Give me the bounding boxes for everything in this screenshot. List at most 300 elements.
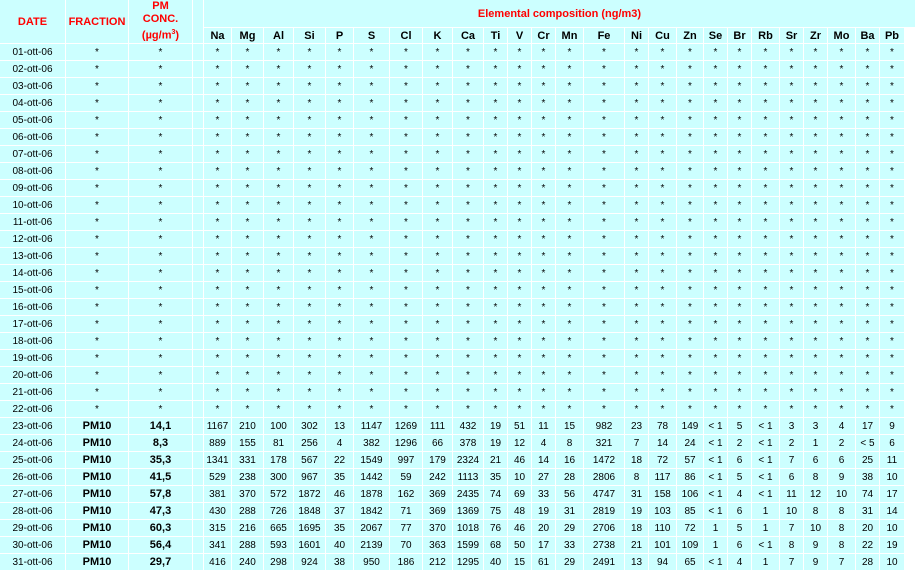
table-row-pm-conc[interactable]: * [129,214,193,231]
table-row-value-si[interactable]: * [294,95,326,112]
table-row-date[interactable]: 05-ott-06 [0,112,66,129]
table-row-value-na[interactable]: 889 [204,435,232,452]
table-row-fraction[interactable]: * [66,333,129,350]
element-header-zr[interactable]: Zr [804,28,828,44]
table-row-value-ba[interactable]: * [856,44,880,61]
table-row-value-ba[interactable]: 17 [856,418,880,435]
table-row-value-ni[interactable]: * [625,146,649,163]
table-row-value-zn[interactable]: * [677,401,704,418]
table-row-value-v[interactable]: * [508,265,532,282]
element-header-zn[interactable]: Zn [677,28,704,44]
table-row-value-al[interactable]: * [264,316,294,333]
table-row-value-zr[interactable]: * [804,231,828,248]
table-row-value-cu[interactable]: 110 [649,520,677,537]
table-row-value-mn[interactable]: * [556,129,584,146]
table-row-value-se[interactable]: * [704,401,728,418]
table-row-fraction[interactable]: * [66,350,129,367]
table-row-value-s[interactable]: 950 [354,554,390,571]
table-row-value-pb[interactable]: * [880,316,905,333]
table-row-fraction[interactable]: * [66,384,129,401]
table-row-value-sr[interactable]: * [780,214,804,231]
table-row-value-al[interactable]: * [264,401,294,418]
table-row-value-ti[interactable]: 68 [484,537,508,554]
table-row-value-al[interactable]: * [264,214,294,231]
table-row-value-rb[interactable]: * [752,333,780,350]
table-row-value-ba[interactable]: 31 [856,503,880,520]
table-row-pm-conc[interactable]: * [129,112,193,129]
table-row-value-se[interactable]: * [704,367,728,384]
table-row-value-ba[interactable]: * [856,316,880,333]
table-row-value-br[interactable]: 2 [728,435,752,452]
table-row-value-cl[interactable]: * [390,129,423,146]
table-row-date[interactable]: 04-ott-06 [0,95,66,112]
table-row-value-mo[interactable]: * [828,231,856,248]
table-row-value-ca[interactable]: * [453,248,484,265]
table-row-value-rb[interactable]: * [752,180,780,197]
table-row-value-zr[interactable]: 8 [804,503,828,520]
table-row-value-cu[interactable]: * [649,163,677,180]
table-row-value-al[interactable]: * [264,180,294,197]
element-header-p[interactable]: P [326,28,354,44]
table-row-value-mo[interactable]: * [828,44,856,61]
table-row-value-ni[interactable]: * [625,350,649,367]
table-row-value-fe[interactable]: 4747 [584,486,625,503]
table-row-value-ca[interactable]: * [453,78,484,95]
table-row-value-sr[interactable]: * [780,197,804,214]
table-row-value-zn[interactable]: 65 [677,554,704,571]
table-row-value-na[interactable]: * [204,401,232,418]
table-row-value-ba[interactable]: 22 [856,537,880,554]
table-row-value-si[interactable]: 1695 [294,520,326,537]
table-row-value-ca[interactable]: * [453,61,484,78]
table-row-value-p[interactable]: 40 [326,537,354,554]
table-row-value-p[interactable]: * [326,112,354,129]
table-row-pm-conc[interactable]: * [129,299,193,316]
table-row-value-rb[interactable]: * [752,44,780,61]
table-row-value-se[interactable]: * [704,282,728,299]
table-row-value-cl[interactable]: * [390,61,423,78]
table-row-value-p[interactable]: * [326,180,354,197]
table-row-value-ca[interactable]: 1295 [453,554,484,571]
table-row-value-ca[interactable]: * [453,384,484,401]
element-header-k[interactable]: K [423,28,453,44]
table-row-value-fe[interactable]: * [584,367,625,384]
table-row-value-si[interactable]: 567 [294,452,326,469]
table-row-fraction[interactable]: * [66,248,129,265]
table-row-value-mg[interactable]: * [232,95,264,112]
table-row-value-zr[interactable]: * [804,384,828,401]
table-row-value-ca[interactable]: * [453,282,484,299]
table-row-value-cr[interactable]: * [532,299,556,316]
table-row-date[interactable]: 18-ott-06 [0,333,66,350]
table-row-value-si[interactable]: * [294,112,326,129]
table-row-value-na[interactable]: 1167 [204,418,232,435]
table-row-value-ba[interactable]: < 5 [856,435,880,452]
table-row-value-na[interactable]: * [204,265,232,282]
table-row-value-br[interactable]: * [728,384,752,401]
table-row-value-cu[interactable]: 101 [649,537,677,554]
table-row-value-zr[interactable]: * [804,316,828,333]
table-row-fraction[interactable]: PM10 [66,469,129,486]
table-row-value-cu[interactable]: * [649,129,677,146]
table-row-value-ni[interactable]: * [625,248,649,265]
table-row-value-p[interactable]: * [326,197,354,214]
table-row-value-cr[interactable]: * [532,180,556,197]
table-row-value-sr[interactable]: * [780,231,804,248]
table-row-value-ti[interactable]: * [484,350,508,367]
element-header-ni[interactable]: Ni [625,28,649,44]
table-row-value-br[interactable]: 6 [728,452,752,469]
table-row-value-fe[interactable]: * [584,282,625,299]
table-row-value-ca[interactable]: 378 [453,435,484,452]
table-row-value-sr[interactable]: * [780,316,804,333]
table-row-value-na[interactable]: * [204,231,232,248]
table-row-value-sr[interactable]: 7 [780,520,804,537]
table-row-value-si[interactable]: * [294,197,326,214]
table-row-value-si[interactable]: * [294,44,326,61]
table-row-value-cl[interactable]: 71 [390,503,423,520]
table-row-value-mg[interactable]: * [232,265,264,282]
table-row-value-ti[interactable]: * [484,333,508,350]
table-row-value-cl[interactable]: * [390,78,423,95]
table-row-value-pb[interactable]: * [880,214,905,231]
table-row-value-se[interactable]: * [704,333,728,350]
table-row-value-si[interactable]: * [294,61,326,78]
table-row-value-fe[interactable]: * [584,316,625,333]
table-row-value-k[interactable]: 66 [423,435,453,452]
table-row-value-mg[interactable]: * [232,367,264,384]
table-row-value-pb[interactable]: * [880,129,905,146]
table-row-value-si[interactable]: 1848 [294,503,326,520]
table-row-value-sr[interactable]: * [780,265,804,282]
table-row-value-si[interactable]: * [294,214,326,231]
table-row-value-se[interactable]: < 1 [704,435,728,452]
table-row-value-zn[interactable]: * [677,384,704,401]
table-row-value-v[interactable]: * [508,350,532,367]
table-row-value-cr[interactable]: * [532,316,556,333]
table-row-value-na[interactable]: 529 [204,469,232,486]
table-row-date[interactable]: 20-ott-06 [0,367,66,384]
table-row-value-ti[interactable]: 19 [484,435,508,452]
table-row-value-sr[interactable]: * [780,44,804,61]
table-row-fraction[interactable]: * [66,44,129,61]
table-row-value-pb[interactable]: 14 [880,503,905,520]
table-row-value-mg[interactable]: * [232,401,264,418]
table-row-value-pb[interactable]: * [880,95,905,112]
table-row-fraction[interactable]: PM10 [66,503,129,520]
table-row-value-se[interactable]: * [704,299,728,316]
table-row-value-zn[interactable]: * [677,265,704,282]
table-row-value-k[interactable]: * [423,401,453,418]
table-row-value-s[interactable]: * [354,333,390,350]
table-row-value-zr[interactable]: * [804,78,828,95]
table-row-value-s[interactable]: * [354,180,390,197]
table-row-value-br[interactable]: * [728,44,752,61]
table-row-value-al[interactable]: 726 [264,503,294,520]
table-row-value-ni[interactable]: * [625,265,649,282]
table-row-value-al[interactable]: * [264,129,294,146]
table-row-value-zr[interactable]: 3 [804,418,828,435]
table-row-pm-conc[interactable]: * [129,367,193,384]
table-row-value-si[interactable]: * [294,265,326,282]
table-row-value-ti[interactable]: * [484,78,508,95]
table-row-value-ba[interactable]: 25 [856,452,880,469]
table-row-value-ti[interactable]: * [484,163,508,180]
table-row-value-mn[interactable]: * [556,350,584,367]
table-row-value-v[interactable]: * [508,384,532,401]
table-row-value-ba[interactable]: * [856,197,880,214]
table-row-fraction[interactable]: * [66,112,129,129]
table-row-value-cl[interactable]: * [390,180,423,197]
table-row-value-ca[interactable]: * [453,401,484,418]
table-row-value-cl[interactable]: * [390,384,423,401]
table-row-value-rb[interactable]: 1 [752,554,780,571]
table-row-value-sr[interactable]: * [780,248,804,265]
table-row-value-mn[interactable]: 33 [556,537,584,554]
table-row-value-ti[interactable]: * [484,299,508,316]
table-row-value-si[interactable]: * [294,316,326,333]
table-row-value-mn[interactable]: * [556,78,584,95]
table-row-date[interactable]: 03-ott-06 [0,78,66,95]
table-row-value-al[interactable]: * [264,367,294,384]
date-column-header[interactable]: DATE [0,0,66,44]
table-row-value-cr[interactable]: 11 [532,418,556,435]
table-row-value-zn[interactable]: * [677,95,704,112]
table-row-value-mg[interactable]: * [232,248,264,265]
table-row-value-ti[interactable]: 19 [484,418,508,435]
table-row-value-p[interactable]: 35 [326,469,354,486]
table-row-value-ba[interactable]: * [856,299,880,316]
table-row-date[interactable]: 31-ott-06 [0,554,66,571]
table-row-value-s[interactable]: * [354,384,390,401]
table-row-value-ca[interactable]: * [453,95,484,112]
table-row-value-zr[interactable]: * [804,112,828,129]
table-row-value-p[interactable]: 38 [326,554,354,571]
table-row-value-s[interactable]: 2139 [354,537,390,554]
table-row-pm-conc[interactable]: * [129,282,193,299]
table-row-value-p[interactable]: * [326,163,354,180]
table-row-value-mo[interactable]: * [828,78,856,95]
table-row-value-ni[interactable]: * [625,231,649,248]
table-row-value-na[interactable]: 315 [204,520,232,537]
table-row-value-zn[interactable]: 86 [677,469,704,486]
table-row-value-cl[interactable]: 186 [390,554,423,571]
table-row-value-na[interactable]: * [204,384,232,401]
table-row-value-k[interactable]: * [423,265,453,282]
table-row-value-s[interactable]: * [354,316,390,333]
table-row-value-fe[interactable]: * [584,265,625,282]
table-row-value-sr[interactable]: * [780,78,804,95]
table-row-value-mn[interactable]: 16 [556,452,584,469]
table-row-value-pb[interactable]: 19 [880,537,905,554]
table-row-fraction[interactable]: PM10 [66,554,129,571]
table-row-value-p[interactable]: * [326,316,354,333]
table-row-value-cr[interactable]: 14 [532,452,556,469]
table-row-value-s[interactable]: * [354,231,390,248]
table-row-value-si[interactable]: * [294,282,326,299]
table-row-value-s[interactable]: * [354,197,390,214]
table-row-date[interactable]: 17-ott-06 [0,316,66,333]
table-row-value-al[interactable]: * [264,384,294,401]
table-row-value-cl[interactable]: * [390,248,423,265]
table-row-fraction[interactable]: * [66,78,129,95]
table-row-value-ca[interactable]: * [453,350,484,367]
table-row-value-mg[interactable]: * [232,350,264,367]
table-row-fraction[interactable]: PM10 [66,435,129,452]
table-row-value-s[interactable]: * [354,248,390,265]
table-row-value-cl[interactable]: * [390,197,423,214]
table-row-value-sr[interactable]: * [780,299,804,316]
table-row-value-fe[interactable]: * [584,350,625,367]
table-row-value-s[interactable]: * [354,401,390,418]
table-row-value-na[interactable]: * [204,299,232,316]
table-row-value-p[interactable]: * [326,333,354,350]
table-row-value-na[interactable]: * [204,44,232,61]
table-row-value-sr[interactable]: * [780,367,804,384]
table-row-value-zr[interactable]: * [804,333,828,350]
table-row-value-se[interactable]: < 1 [704,503,728,520]
table-row-value-cr[interactable]: * [532,163,556,180]
table-row-value-mo[interactable]: * [828,180,856,197]
table-row-date[interactable]: 30-ott-06 [0,537,66,554]
table-row-value-p[interactable]: * [326,401,354,418]
table-row-value-sr[interactable]: 11 [780,486,804,503]
table-row-value-sr[interactable]: 8 [780,537,804,554]
table-row-value-mg[interactable]: * [232,163,264,180]
table-row-value-rb[interactable]: * [752,214,780,231]
table-row-value-cl[interactable]: 1269 [390,418,423,435]
table-row-value-mg[interactable]: 238 [232,469,264,486]
table-row-pm-conc[interactable]: * [129,95,193,112]
table-row-value-si[interactable]: 256 [294,435,326,452]
table-row-value-cu[interactable]: * [649,180,677,197]
table-row-value-zn[interactable]: * [677,146,704,163]
table-row-value-se[interactable]: * [704,214,728,231]
table-row-value-v[interactable]: * [508,214,532,231]
table-row-value-zn[interactable]: * [677,129,704,146]
table-row-value-s[interactable]: * [354,95,390,112]
table-row-value-ni[interactable]: * [625,78,649,95]
table-row-value-mn[interactable]: * [556,180,584,197]
table-row-value-k[interactable]: 363 [423,537,453,554]
table-row-value-zn[interactable]: 57 [677,452,704,469]
table-row-value-cu[interactable]: * [649,146,677,163]
table-row-value-mn[interactable]: * [556,265,584,282]
table-row-value-zr[interactable]: * [804,401,828,418]
table-row-value-rb[interactable]: 1 [752,520,780,537]
table-row-value-fe[interactable]: * [584,112,625,129]
table-row-value-al[interactable]: 665 [264,520,294,537]
table-row-value-ti[interactable]: * [484,282,508,299]
table-row-value-br[interactable]: 4 [728,486,752,503]
table-row-value-zr[interactable]: 8 [804,469,828,486]
table-row-value-s[interactable]: 1878 [354,486,390,503]
table-row-value-cu[interactable]: * [649,214,677,231]
table-row-value-cr[interactable]: 33 [532,486,556,503]
element-header-ba[interactable]: Ba [856,28,880,44]
table-row-value-v[interactable]: 12 [508,435,532,452]
table-row-date[interactable]: 28-ott-06 [0,503,66,520]
table-row-value-ni[interactable]: * [625,112,649,129]
table-row-value-cu[interactable]: * [649,231,677,248]
table-row-value-zr[interactable]: * [804,129,828,146]
table-row-value-zn[interactable]: * [677,44,704,61]
table-row-value-al[interactable]: * [264,265,294,282]
table-row-pm-conc[interactable]: * [129,44,193,61]
table-row-value-si[interactable]: 967 [294,469,326,486]
table-row-value-s[interactable]: 2067 [354,520,390,537]
table-row-value-al[interactable]: 178 [264,452,294,469]
table-row-value-rb[interactable]: * [752,146,780,163]
table-row-value-cr[interactable]: * [532,95,556,112]
table-row-value-na[interactable]: * [204,367,232,384]
table-row-pm-conc[interactable]: 8,3 [129,435,193,452]
table-row-value-rb[interactable]: * [752,367,780,384]
table-row-value-fe[interactable]: 982 [584,418,625,435]
table-row-value-na[interactable]: * [204,61,232,78]
table-row-value-rb[interactable]: * [752,129,780,146]
table-row-value-mn[interactable]: * [556,231,584,248]
table-row-value-zr[interactable]: * [804,248,828,265]
table-row-fraction[interactable]: * [66,231,129,248]
table-row-value-zn[interactable]: * [677,78,704,95]
table-row-pm-conc[interactable]: * [129,401,193,418]
table-row-value-se[interactable]: 1 [704,520,728,537]
table-row-value-v[interactable]: * [508,95,532,112]
table-row-value-mo[interactable]: * [828,163,856,180]
table-row-value-mg[interactable]: * [232,146,264,163]
table-row-value-s[interactable]: * [354,112,390,129]
table-row-value-pb[interactable]: * [880,282,905,299]
table-row-value-cr[interactable]: 19 [532,503,556,520]
table-row-value-al[interactable]: * [264,78,294,95]
table-row-date[interactable]: 11-ott-06 [0,214,66,231]
table-row-value-ba[interactable]: * [856,231,880,248]
table-row-value-na[interactable]: * [204,95,232,112]
table-row-value-ti[interactable]: * [484,316,508,333]
table-row-value-mg[interactable]: 370 [232,486,264,503]
table-row-value-p[interactable]: * [326,214,354,231]
table-row-value-rb[interactable]: * [752,163,780,180]
table-row-value-cu[interactable]: * [649,384,677,401]
table-row-value-zr[interactable]: * [804,282,828,299]
table-row-value-s[interactable]: * [354,61,390,78]
table-row-value-zn[interactable]: * [677,214,704,231]
table-row-value-mo[interactable]: * [828,333,856,350]
table-row-date[interactable]: 23-ott-06 [0,418,66,435]
table-row-value-fe[interactable]: * [584,78,625,95]
table-row-value-ba[interactable]: * [856,95,880,112]
table-row-value-v[interactable]: * [508,248,532,265]
table-row-fraction[interactable]: * [66,197,129,214]
table-row-value-cr[interactable]: 20 [532,520,556,537]
table-row-value-na[interactable]: * [204,78,232,95]
table-row-value-k[interactable]: * [423,384,453,401]
table-row-value-ba[interactable]: 28 [856,554,880,571]
table-row-fraction[interactable]: * [66,163,129,180]
table-row-value-fe[interactable]: 2738 [584,537,625,554]
table-row-value-fe[interactable]: * [584,231,625,248]
table-row-value-mg[interactable]: * [232,333,264,350]
table-row-value-v[interactable]: * [508,197,532,214]
table-row-value-mg[interactable]: * [232,384,264,401]
table-row-value-pb[interactable]: * [880,333,905,350]
table-row-value-zn[interactable]: * [677,299,704,316]
element-header-ti[interactable]: Ti [484,28,508,44]
table-row-value-zr[interactable]: * [804,299,828,316]
table-row-value-cu[interactable]: 103 [649,503,677,520]
table-row-value-sr[interactable]: * [780,401,804,418]
